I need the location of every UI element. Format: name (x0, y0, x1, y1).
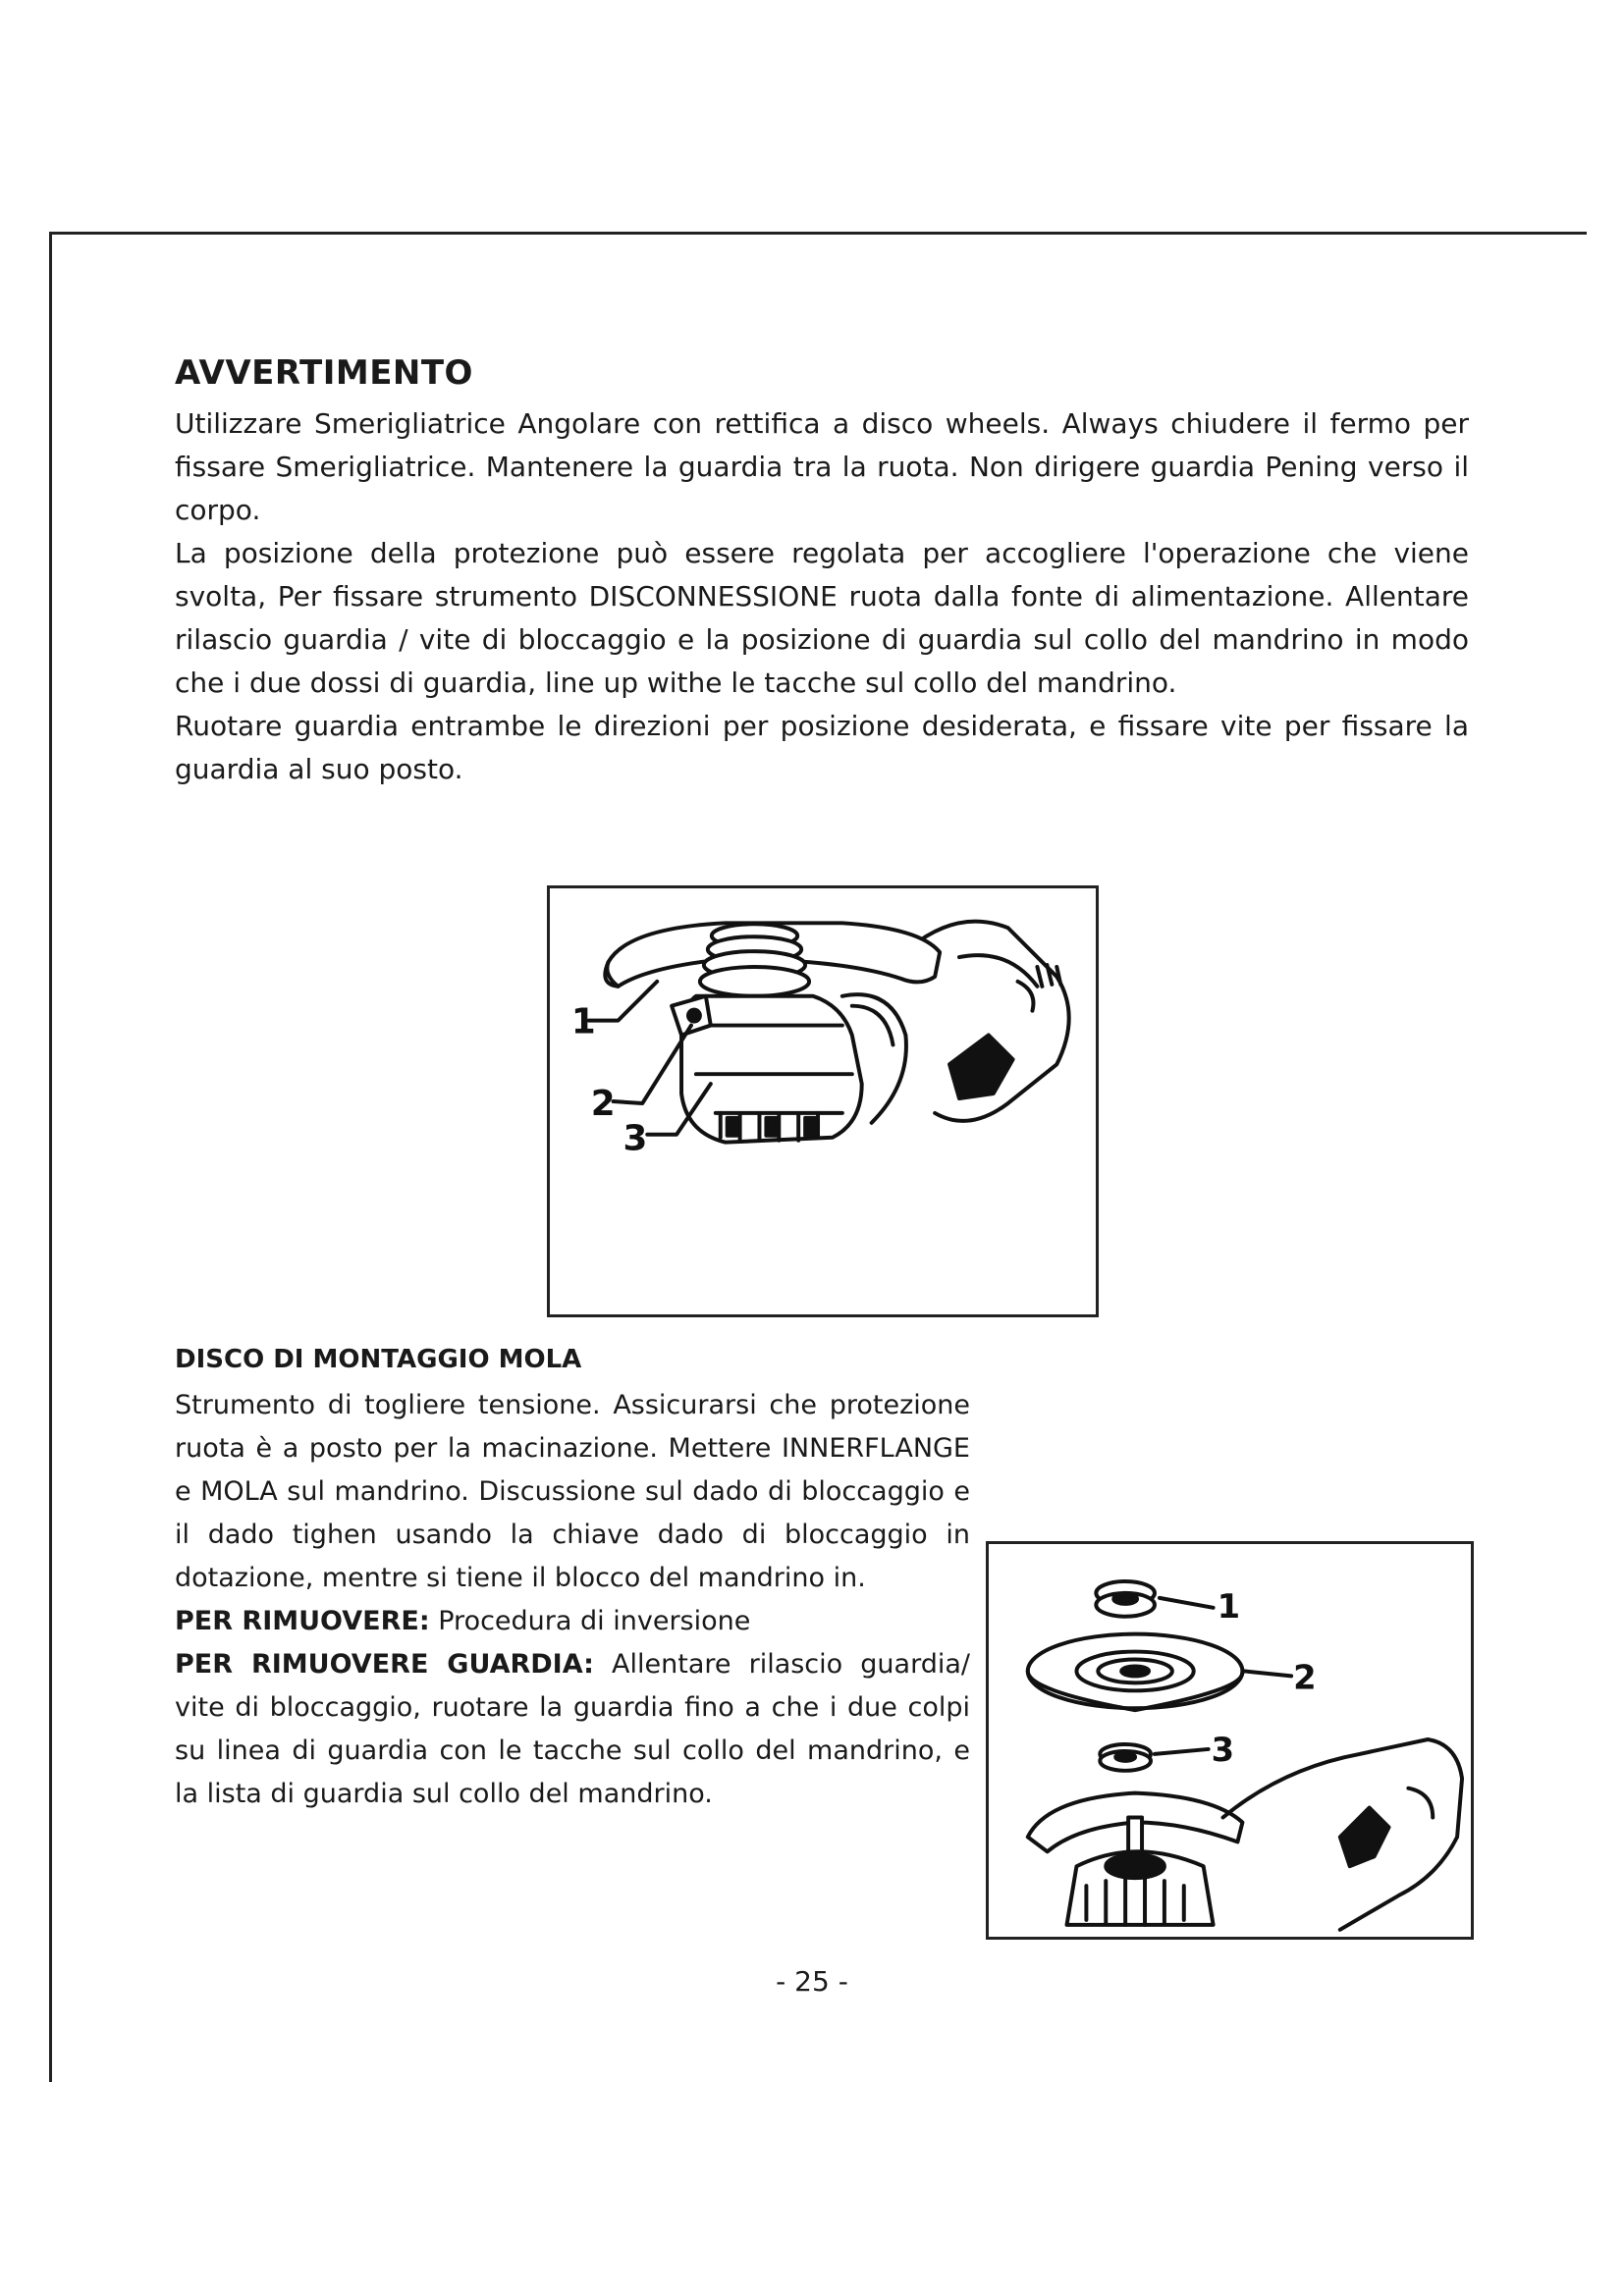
mounting-paragraph: Strumento di togliere tensione. Assicurarsi che protezione ruota è a posto per la macinazione. Mettere INNERFLANGE e MOLA sul mandrino. Discussione sul dado di bloccaggio e il dado tighen usando la chiave dado di bloccaggio in dotazione, mentre si tiene il blocco del mandrino in. (175, 1390, 970, 1593)
frame-top-rule (49, 232, 1587, 235)
mounting-body (175, 1384, 970, 1816)
mounting-title: DISCO DI MONTAGGIO MOLA (175, 1345, 582, 1374)
guard-adjustment-figure (547, 885, 1099, 1317)
warning-title: AVVERTIMENTO (175, 353, 473, 393)
warning-paragraph: Ruotare guardia entrambe le direzioni per posizione desiderata, e fissare vite per fissare la guardia al suo posto. (175, 710, 1469, 785)
figure1-callout: 3 (623, 1118, 648, 1159)
remove-guard-label: PER RIMUOVERE GUARDIA: (175, 1649, 594, 1680)
remove-guard-instruction (175, 1643, 970, 1816)
figure2-callout: 2 (1293, 1658, 1317, 1697)
remove-guard-text: Allentare rilascio guardia/ vite di bloccaggio, ruotare la guardia fino a che i due colpi su linea di guardia con le tacche sul collo del mandrino, e la lista di guardia sul collo del mandrino. (175, 1649, 970, 1809)
figure2-callout: 1 (1217, 1586, 1241, 1626)
page-number: - 25 - (776, 1965, 848, 1998)
remove-label: PER RIMUOVERE: (175, 1606, 430, 1636)
warning-paragraph: Utilizzare Smerigliatrice Angolare con rettifica a disco wheels. Always chiudere il fermo per fissare Smerigliatrice. Mantenere la guardia tra la ruota. Non dirigere guardia Pening verso il corpo. (175, 407, 1469, 526)
warning-body (175, 402, 1469, 791)
remove-instruction (175, 1600, 970, 1643)
frame-left-rule (49, 232, 52, 2082)
figure1-callout: 1 (570, 1001, 596, 1042)
remove-text: Procedura di inversione (438, 1606, 751, 1636)
wheel-mounting-figure (986, 1541, 1474, 1940)
angle-grinder-guard-illustration (550, 888, 1096, 1314)
warning-paragraph: La posizione della protezione può essere regolata per accogliere l'operazione che viene svolta, Per fissare strumento DISCONNESSIONE ruota dalla fonte di alimentazione. Allentare rilascio guardia / vite di bloccaggio e la posizione di guardia sul collo del mandrino in modo che i due dossi di guardia, line up withe le tacche sul collo del mandrino. (175, 537, 1469, 699)
figure2-callout: 3 (1211, 1730, 1235, 1769)
figure1-callout: 2 (590, 1083, 616, 1124)
wheel-mounting-exploded-illustration (989, 1544, 1471, 1937)
